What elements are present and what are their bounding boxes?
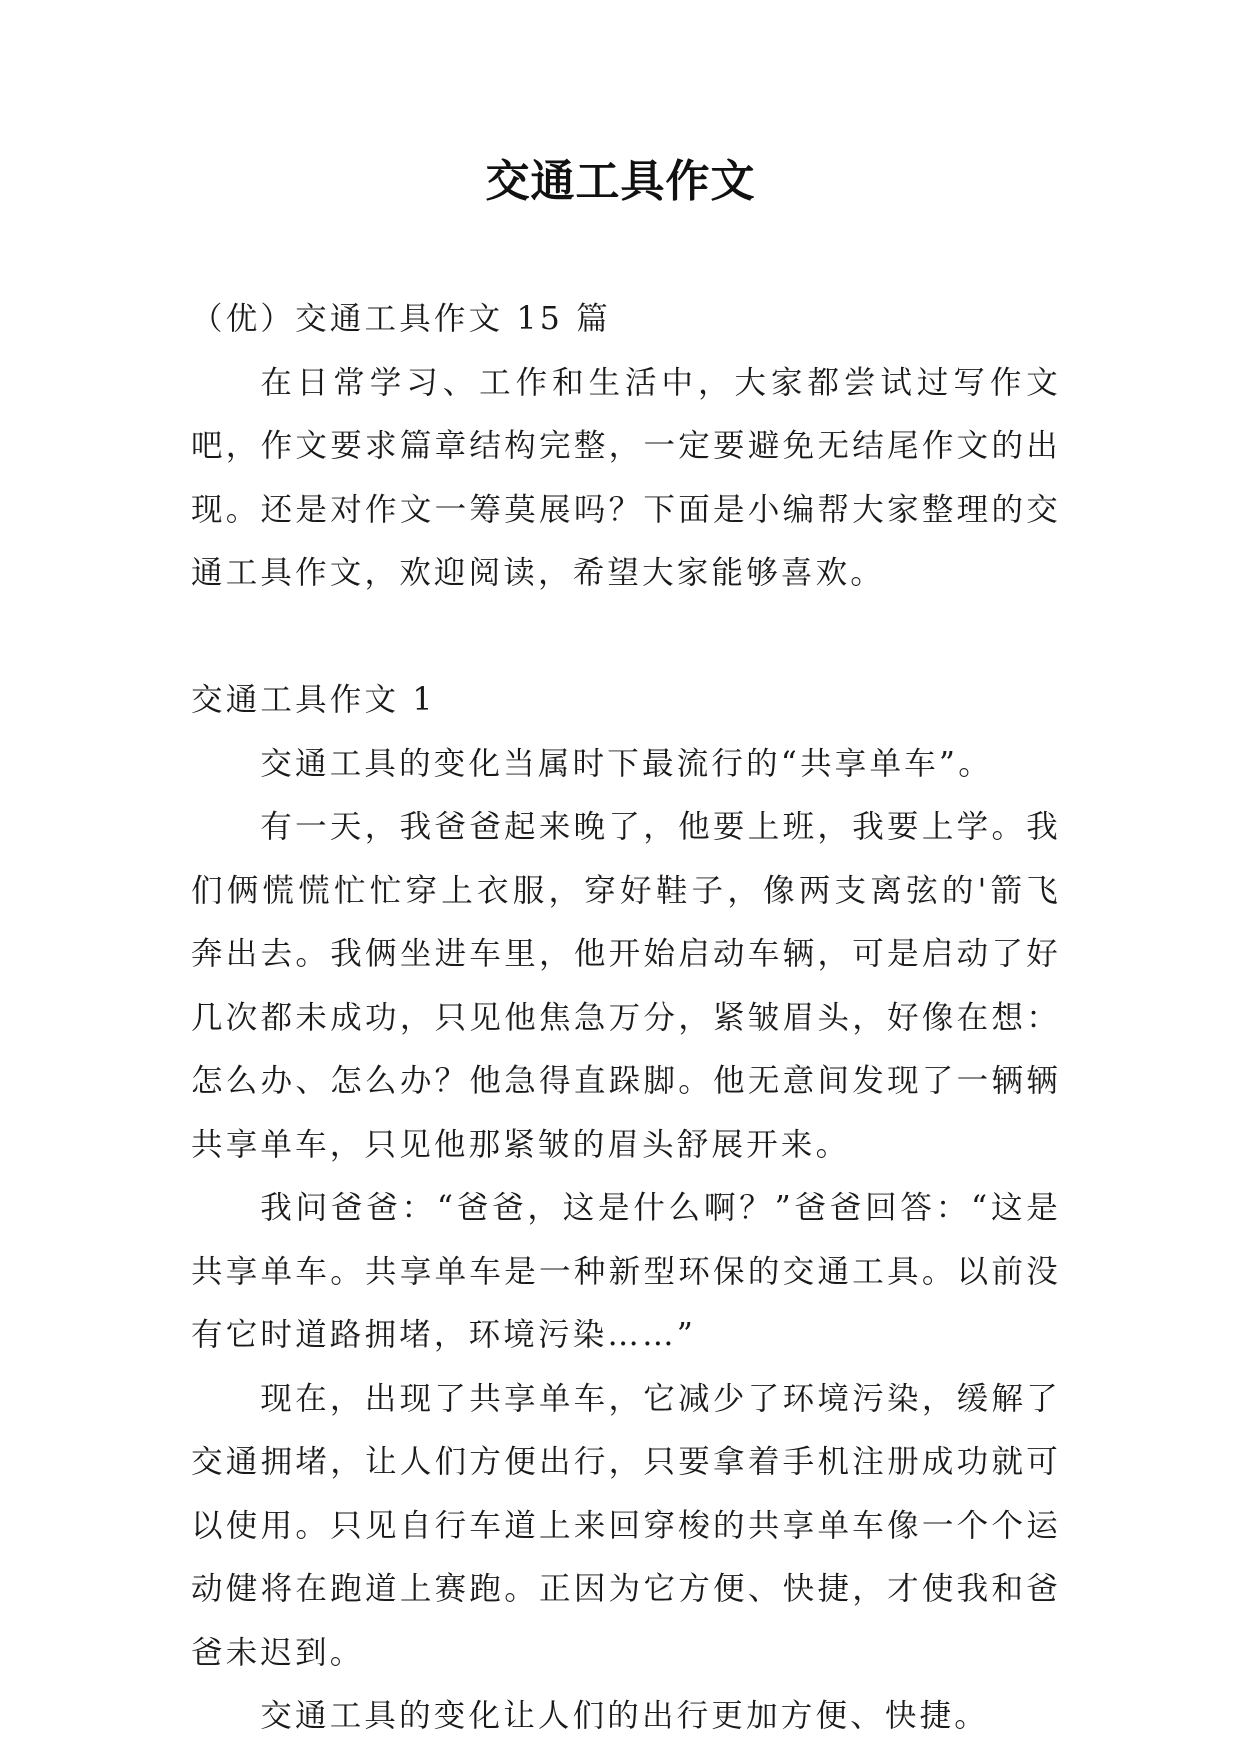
section-spacer <box>191 606 1061 670</box>
body-paragraph-3: 我问爸爸：“爸爸，这是什么啊？”爸爸回答：“这是共享单车。共享单车是一种新型环保的交通工具。以前没有它时道路拥堵，环境污染……” <box>191 1190 1061 1353</box>
body-paragraph-5: 交通工具的变化让人们的出行更加方便、快捷。 <box>260 1698 989 1734</box>
intro-paragraph: 在日常学习、工作和生活中，大家都尝试过写作文吧，作文要求篇章结构完整，一定要避免无结尾作文的出现。还是对作文一筹莫展吗？下面是小编帮大家整理的交通工具作文，欢迎阅读，希望大家能够喜欢。 <box>191 364 1061 591</box>
body-paragraph-1: 交通工具的变化当属时下最流行的“共享单车”。 <box>260 745 993 782</box>
document-title: 交通工具作文 <box>485 156 756 207</box>
document-subtitle: （优）交通工具作文 15 篇 <box>191 301 611 337</box>
body-paragraph-2: 有一天，我爸爸起来晚了，他要上班，我要上学。我们俩慌慌忙忙穿上衣服，穿好鞋子，像两支离弦的'箭飞奔出去。我俩坐进车里，他开始启动车辆，可是启动了好几次都未成功，只见他焦急万分，紧皱眉头，好像在想：怎么办、怎么办？他急得直跺脚。他无意间发现了一辆辆共享单车，只见他那紧皱的眉头舒展开来。 <box>191 809 1061 1163</box>
document-body <box>191 288 1061 1749</box>
body-paragraph-4: 现在，出现了共享单车，它减少了环境污染，缓解了交通拥堵，让人们方便出行，只要拿着手机注册成功就可以使用。只见自行车道上来回穿梭的共享单车像一个个运动健将在跑道上赛跑。正因为它方便、快捷，才使我和爸爸未迟到。 <box>191 1380 1061 1671</box>
section-heading: 交通工具作文 1 <box>191 682 436 718</box>
